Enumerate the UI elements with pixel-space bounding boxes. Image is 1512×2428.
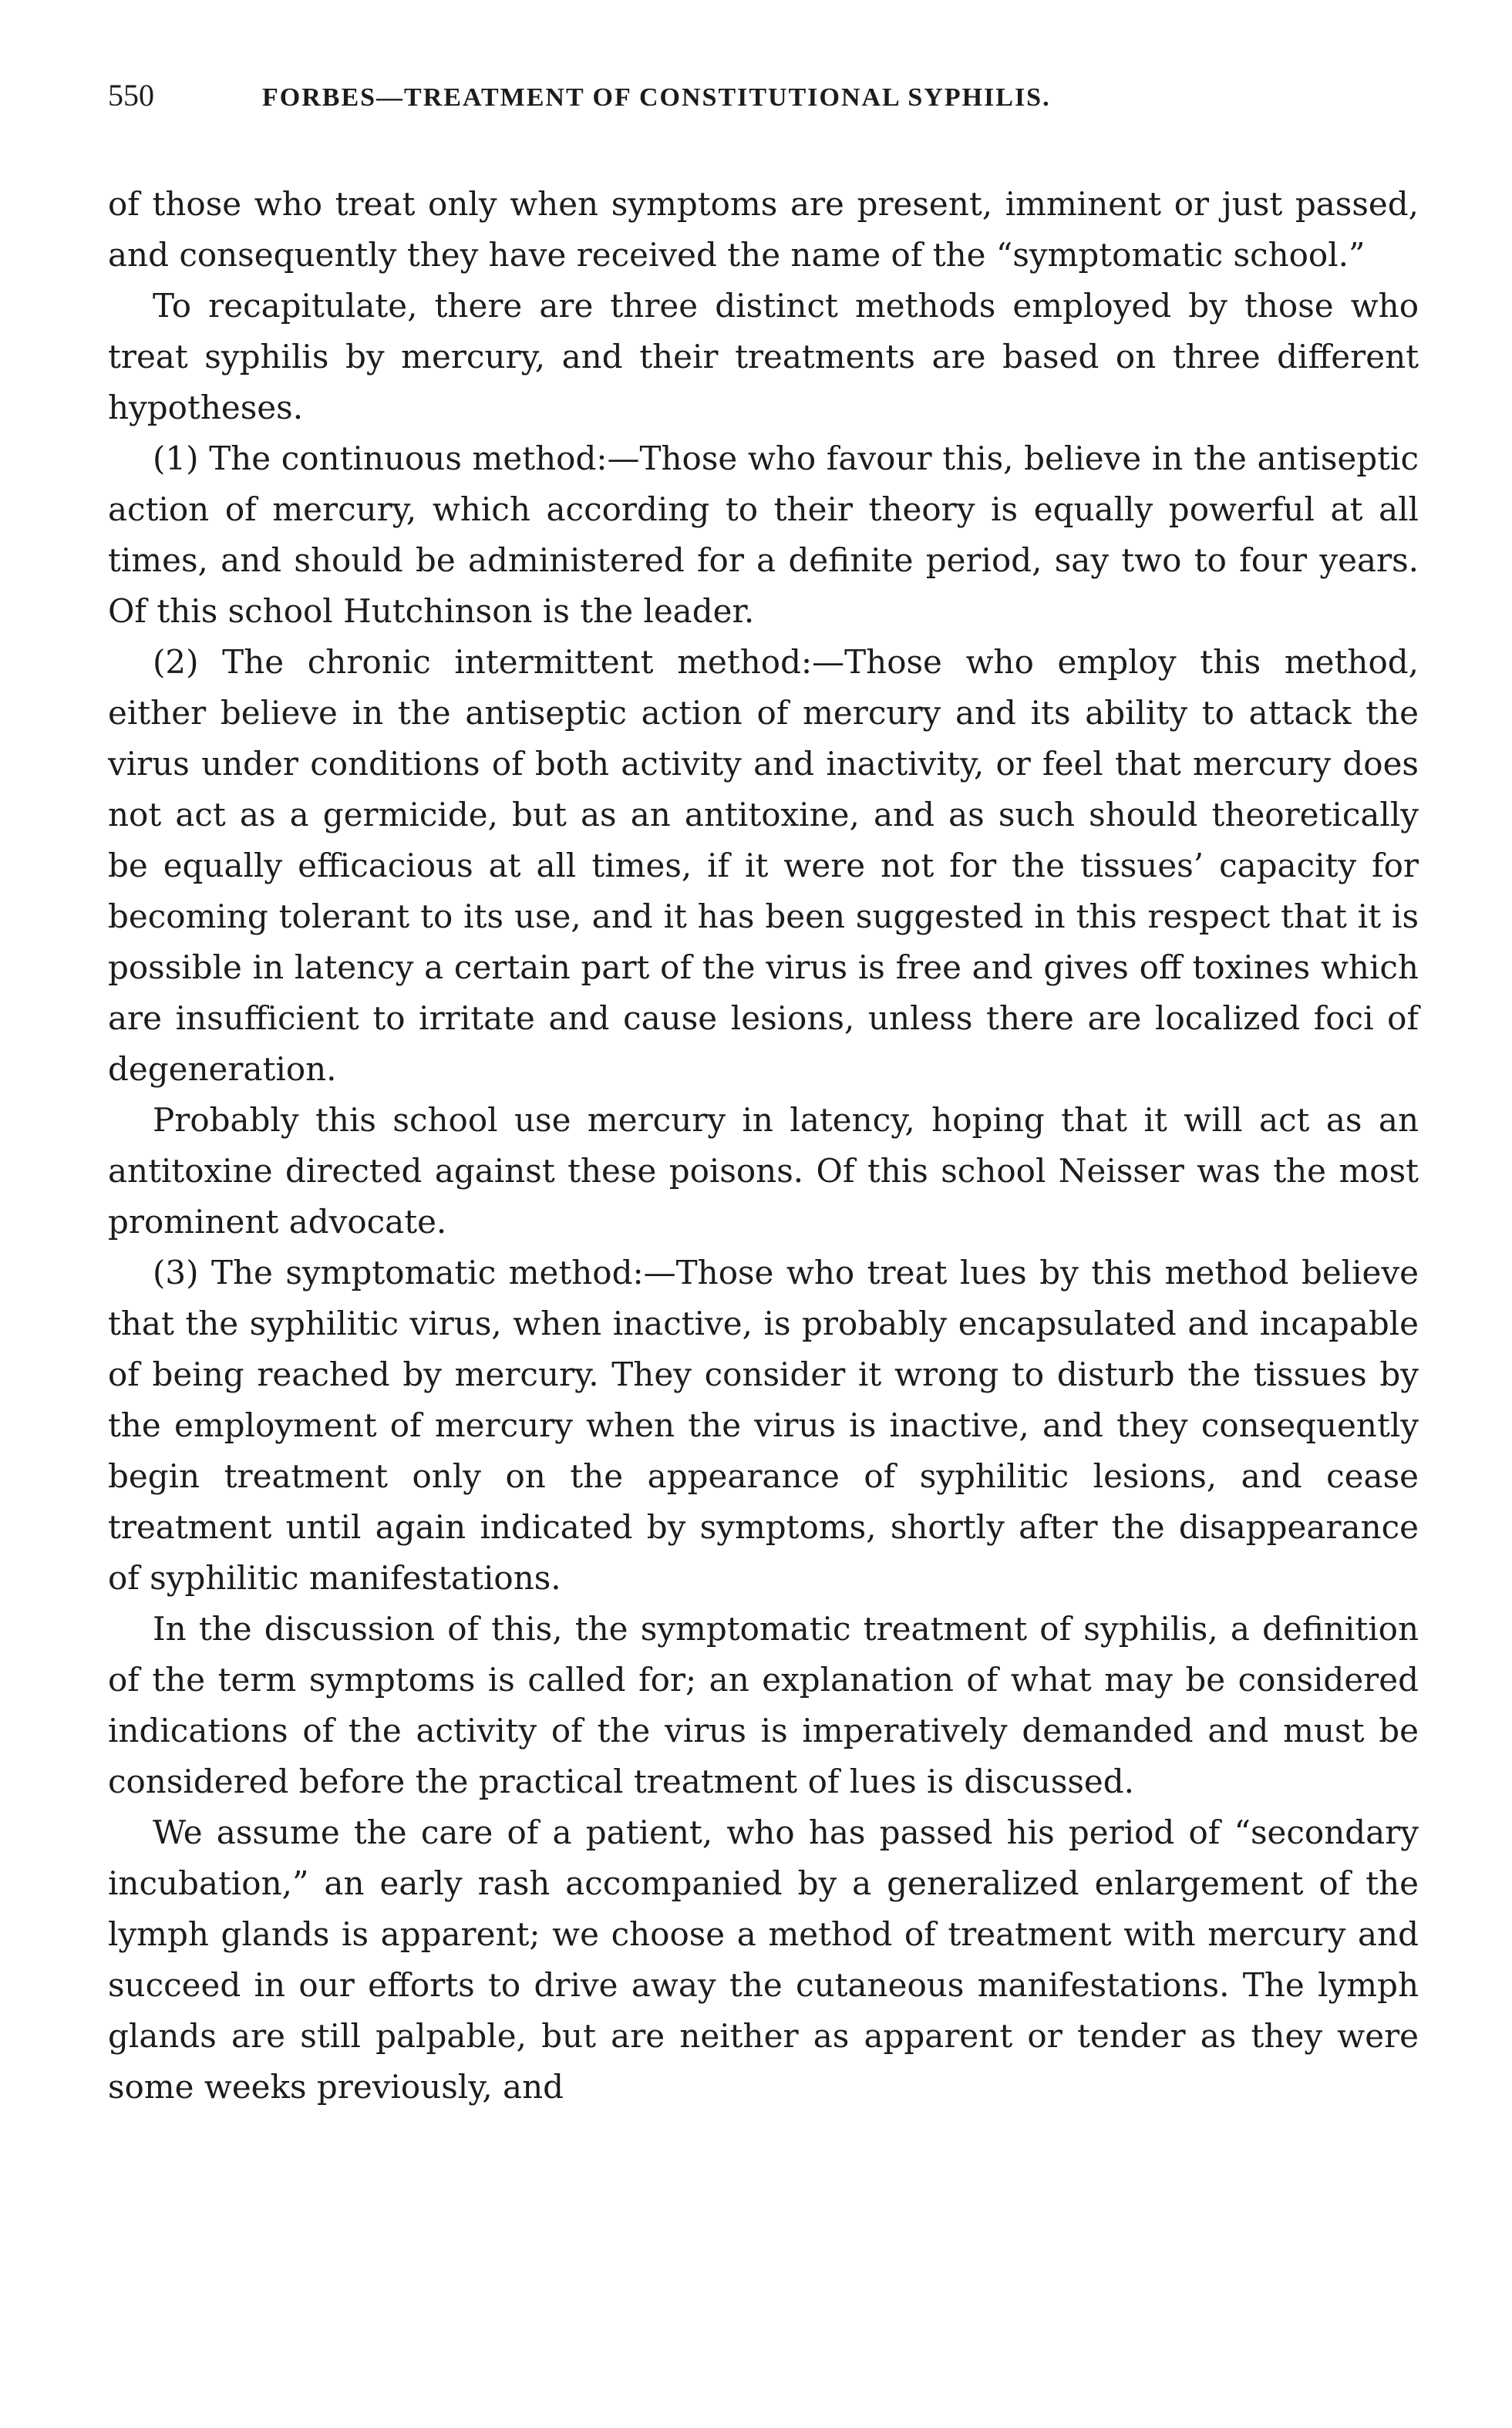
paragraph: In the discussion of this, the symptomatic treatment of syphilis, a definition of the term symptoms is called for; an explanation of what may be considered indications of the activity of the virus is imperatively demanded and must be considered before the practical treatment of lues is discussed. xyxy=(108,1610,1419,1800)
book-page xyxy=(108,77,1419,2113)
running-head xyxy=(108,77,1419,131)
paragraph: (1) The continuous method:—Those who favour this, believe in the antiseptic action of mercury, which according to their theory is equally powerful at all times, and should be administered for a definite period, say two to four years. Of this school Hutchinson is the leader. xyxy=(108,439,1419,630)
body-text xyxy=(108,179,1419,2113)
paragraph: Probably this school use mercury in latency, hoping that it will act as an antitoxine directed against these poisons. Of this school Neisser was the most prominent advocate. xyxy=(108,1101,1419,1241)
paragraph: of those who treat only when symptoms are present, imminent or just passed, and consequently they have received the name of the “symptomatic school.” xyxy=(108,185,1419,274)
paragraph: (2) The chronic intermittent method:—Those who employ this method, either believe in the antiseptic action of mercury and its ability to attack the virus under conditions of both activity and inactivity, or feel that mercury does not act as a germicide, but as an antitoxine, and as such should theoretically be equally efficacious at all times, if it were not for the tissues’ capacity for becoming tolerant to its use, and it has been suggested in this respect that it is possible in latency a certain part of the virus is free and gives off toxines which are insufficient to irritate and cause lesions, unless there are localized foci of degeneration. xyxy=(108,643,1419,1088)
running-title: FORBES—TREATMENT OF CONSTITUTIONAL SYPHILIS. xyxy=(262,83,1051,112)
paragraph: (3) The symptomatic method:—Those who treat lues by this method believe that the syphilitic virus, when inactive, is probably encapsulated and incapable of being reached by mercury. They consider it wrong to disturb the tissues by the employment of mercury when the virus is inactive, and they consequently begin treatment only on the appearance of syphilitic lesions, and cease treatment until again indicated by symptoms, shortly after the disappearance of syphilitic manifestations. xyxy=(108,1254,1419,1597)
paragraph: We assume the care of a patient, who has passed his period of “secondary incubation,” an early rash accompanied by a generalized enlargement of the lymph glands is apparent; we choose a method of treatment with mercury and succeed in our efforts to drive away the cutaneous manifestations. The lymph glands are still palpable, but are neither as apparent or tender as they were some weeks previously, and xyxy=(108,1813,1419,2106)
paragraph: To recapitulate, there are three distinct methods employed by those who treat syphilis by mercury, and their treatments are based on three different hypotheses. xyxy=(108,287,1419,426)
page-number: 550 xyxy=(108,78,154,113)
